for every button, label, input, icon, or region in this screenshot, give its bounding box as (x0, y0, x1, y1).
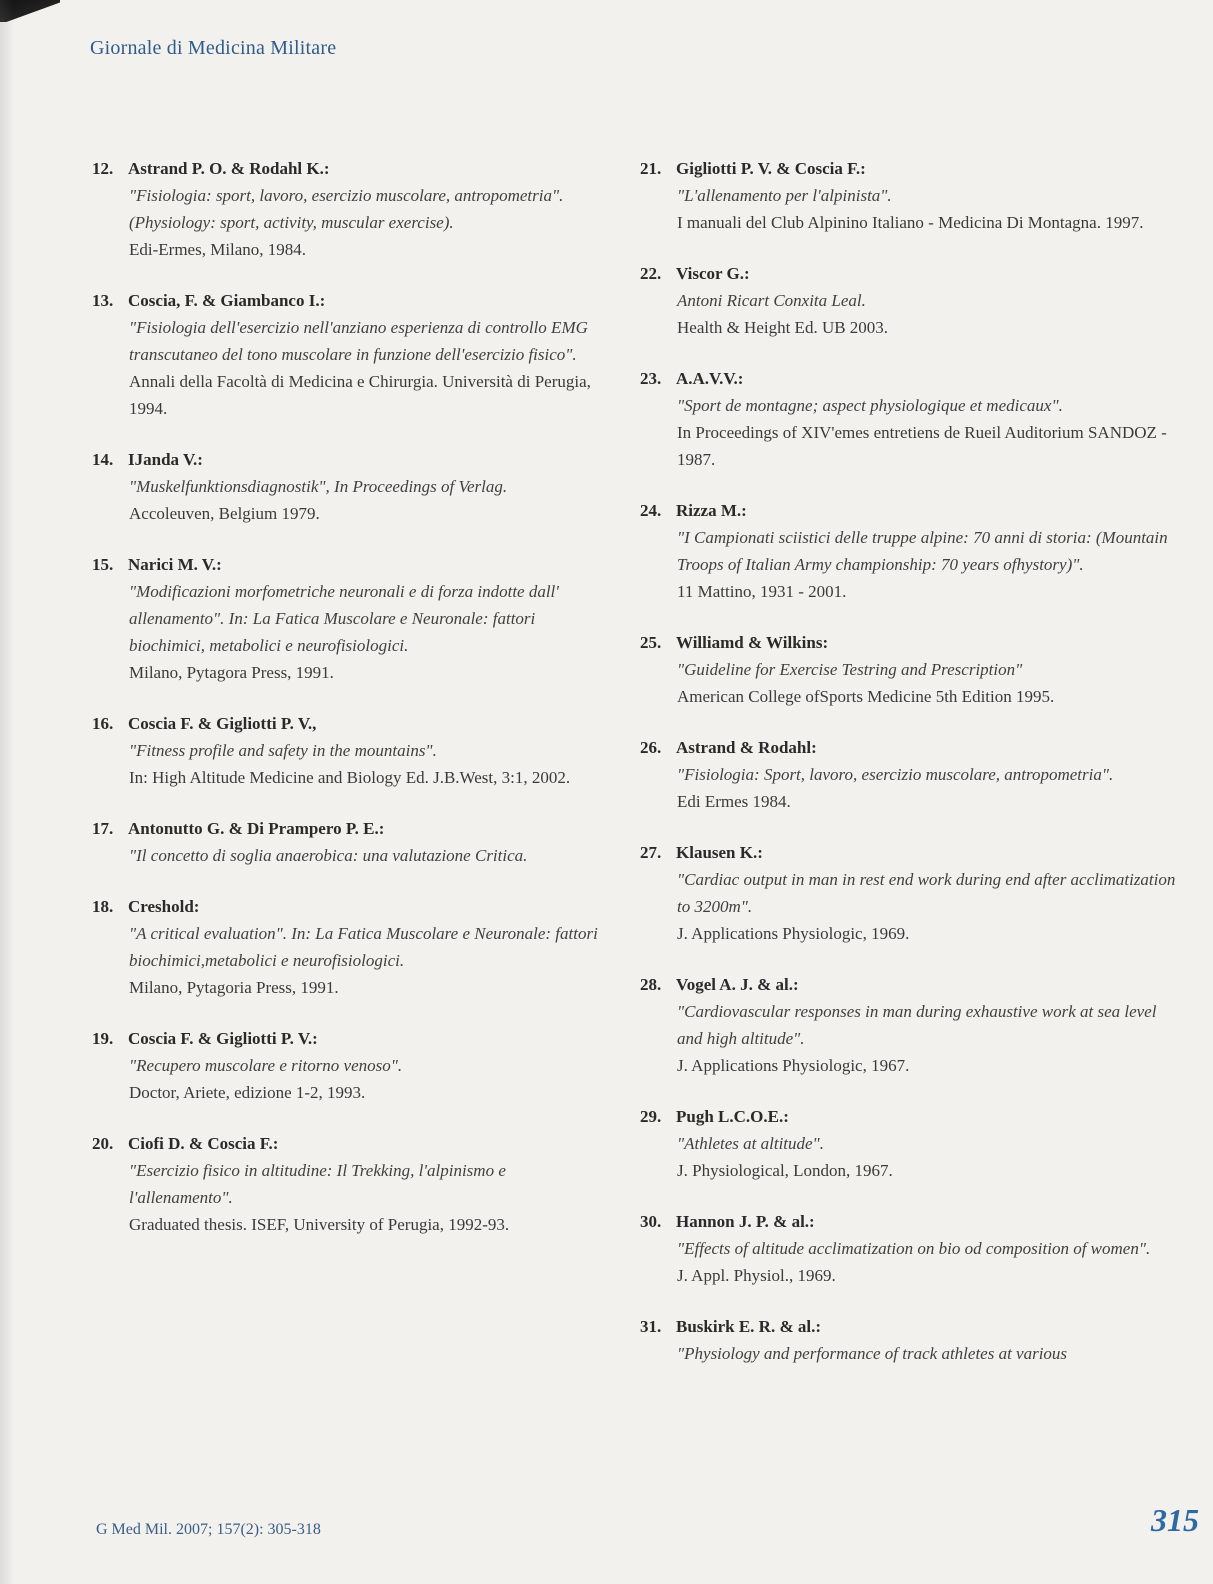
reference-authors: Antonutto G. & Di Prampero P. E.: (128, 819, 385, 838)
reference-authors: Hannon J. P. & al.: (676, 1212, 815, 1231)
reference-number: 17. (92, 819, 114, 838)
reference-title: "Cardiac output in man in rest end work during end after acclimatization to 3200m". (677, 870, 1176, 916)
reference-authors: Narici M. V.: (128, 555, 222, 574)
reference-number: 12. (92, 159, 114, 178)
reference-authors: Pugh L.C.O.E.: (676, 1107, 789, 1126)
reference-title: "Fisiologia dell'esercizio nell'anziano esperienza di controllo EMG transcutaneo del tono muscolare in funzione dell'esercizio fisico". (129, 318, 588, 364)
reference-number: 25. (640, 633, 662, 652)
reference-number: 15. (92, 555, 114, 574)
reference-title: "Sport de montagne; aspect physiologique et medicaux". (677, 396, 1063, 415)
reference-authors: Ciofi D. & Coscia F.: (128, 1134, 279, 1153)
reference-item (640, 734, 1185, 815)
references-right-column (640, 155, 1185, 1391)
reference-number: 13. (92, 291, 114, 310)
reference-item (640, 1103, 1185, 1184)
reference-number: 31. (640, 1317, 662, 1336)
reference-title: "Modificazioni morfometriche neuronali e di forza indotte dall' allenamento". In: La Fatica Muscolare e Neuronale: fattori biochimici, metabolici e neurofisiologici. (129, 582, 559, 655)
reference-item (92, 815, 612, 869)
reference-item (92, 1025, 612, 1106)
reference-authors: Coscia, F. & Giambanco I.: (128, 291, 326, 310)
reference-number: 30. (640, 1212, 662, 1231)
footer-citation: G Med Mil. 2007; 157(2): 305-318 (96, 1521, 321, 1538)
reference-publication: Milano, Pytagoria Press, 1991. (129, 978, 339, 997)
reference-title: "Effects of altitude acclimatization on bio od composition of women". (677, 1239, 1151, 1258)
reference-title: "Fitness profile and safety in the mountains". (129, 741, 437, 760)
reference-title: "Recupero muscolare e ritorno venoso". (129, 1056, 403, 1075)
reference-authors: Astrand P. O. & Rodahl K.: (128, 159, 330, 178)
reference-authors: Coscia F. & Gigliotti P. V., (128, 714, 317, 733)
reference-item (640, 629, 1185, 710)
reference-item (640, 155, 1185, 236)
reference-authors: Coscia F. & Gigliotti P. V.: (128, 1029, 318, 1048)
reference-publication: Edi Ermes 1984. (677, 792, 791, 811)
reference-title: Antoni Ricart Conxita Leal. (677, 291, 866, 310)
reference-number: 20. (92, 1134, 114, 1153)
reference-number: 28. (640, 975, 662, 994)
reference-number: 24. (640, 501, 662, 520)
reference-authors: A.A.V.V.: (676, 369, 744, 388)
references-left-column (92, 155, 612, 1262)
reference-item (640, 365, 1185, 473)
reference-item (92, 287, 612, 422)
reference-number: 22. (640, 264, 662, 283)
reference-authors: IJanda V.: (128, 450, 203, 469)
reference-publication: American College ofSports Medicine 5th Edition 1995. (677, 687, 1055, 706)
reference-authors: Creshold: (128, 897, 200, 916)
reference-title: "A critical evaluation". In: La Fatica Muscolare e Neuronale: fattori biochimici,metabolici e neurofisiologici. (129, 924, 598, 970)
reference-publication: J. Physiological, London, 1967. (677, 1161, 893, 1180)
reference-title: "L'allenamento per l'alpinista". (677, 186, 892, 205)
reference-authors: Klausen K.: (676, 843, 763, 862)
reference-item (640, 1208, 1185, 1289)
reference-publication: I manuali del Club Alpinino Italiano - Medicina Di Montagna. 1997. (677, 213, 1144, 232)
reference-authors: Vogel A. J. & al.: (676, 975, 799, 994)
reference-publication: J. Appl. Physiol., 1969. (677, 1266, 836, 1285)
reference-item (92, 446, 612, 527)
reference-title: "Physiology and performance of track athletes at various (677, 1344, 1068, 1363)
reference-number: 21. (640, 159, 662, 178)
page-number: 315 (1151, 1502, 1199, 1538)
reference-number: 18. (92, 897, 114, 916)
reference-authors: Viscor G.: (676, 264, 750, 283)
reference-publication: J. Applications Physiologic, 1967. (677, 1056, 910, 1075)
reference-item (640, 497, 1185, 605)
reference-title: "Fisiologia: sport, lavoro, esercizio muscolare, antropometria". (Physiology: sport, activity, muscular exercise). (129, 186, 564, 232)
reference-item (92, 893, 612, 1001)
reference-authors: Astrand & Rodahl: (676, 738, 817, 757)
reference-publication: Graduated thesis. ISEF, University of Perugia, 1992-93. (129, 1215, 510, 1234)
reference-number: 16. (92, 714, 114, 733)
reference-title: "Athletes at altitude". (677, 1134, 824, 1153)
reference-item (92, 710, 612, 791)
reference-title: "Esercizio fisico in altitudine: Il Trekking, l'alpinismo e l'allenamento". (129, 1161, 506, 1207)
reference-publication: Doctor, Ariete, edizione 1-2, 1993. (129, 1083, 366, 1102)
reference-title: "Cardiovascular responses in man during exhaustive work at sea level and high altitude". (677, 1002, 1157, 1048)
reference-item (92, 551, 612, 686)
reference-authors: Williamd & Wilkins: (676, 633, 829, 652)
reference-publication: Accoleuven, Belgium 1979. (129, 504, 320, 523)
reference-number: 14. (92, 450, 114, 469)
reference-item (640, 260, 1185, 341)
reference-title: "Muskelfunktionsdiagnostik", In Proceedings of Verlag. (129, 477, 508, 496)
reference-publication: Health & Height Ed. UB 2003. (677, 318, 889, 337)
reference-item (640, 971, 1185, 1079)
page-spine-shadow (0, 0, 14, 1584)
reference-title: "Il concetto di soglia anaerobica: una valutazione Critica. (129, 846, 528, 865)
reference-item (640, 839, 1185, 947)
reference-publication: Edi-Ermes, Milano, 1984. (129, 240, 307, 259)
reference-title: "I Campionati sciistici delle truppe alpine: 70 anni di storia: (Mountain Troops of Italian Army championship: 70 years ofhystory)". (677, 528, 1168, 574)
reference-publication: 11 Mattino, 1931 - 2001. (677, 582, 847, 601)
journal-title: Giornale di Medicina Militare (90, 37, 337, 59)
reference-publication: J. Applications Physiologic, 1969. (677, 924, 910, 943)
reference-publication: Milano, Pytagora Press, 1991. (129, 663, 334, 682)
reference-number: 19. (92, 1029, 114, 1048)
reference-number: 23. (640, 369, 662, 388)
reference-authors: Gigliotti P. V. & Coscia F.: (676, 159, 866, 178)
reference-item (92, 1130, 612, 1238)
reference-publication: In Proceedings of XIV'emes entretiens de Rueil Auditorium SANDOZ - 1987. (677, 423, 1167, 469)
reference-number: 26. (640, 738, 662, 757)
reference-authors: Buskirk E. R. & al.: (676, 1317, 821, 1336)
reference-publication: In: High Altitude Medicine and Biology Ed. J.B.West, 3:1, 2002. (129, 768, 571, 787)
reference-item (92, 155, 612, 263)
reference-item (640, 1313, 1185, 1367)
reference-number: 27. (640, 843, 662, 862)
reference-title: "Fisiologia: Sport, lavoro, esercizio muscolare, antropometria". (677, 765, 1114, 784)
reference-number: 29. (640, 1107, 662, 1126)
reference-title: "Guideline for Exercise Testring and Prescription" (677, 660, 1023, 679)
reference-authors: Rizza M.: (676, 501, 747, 520)
reference-publication: Annali della Facoltà di Medicina e Chirurgia. Università di Perugia, 1994. (129, 372, 591, 418)
